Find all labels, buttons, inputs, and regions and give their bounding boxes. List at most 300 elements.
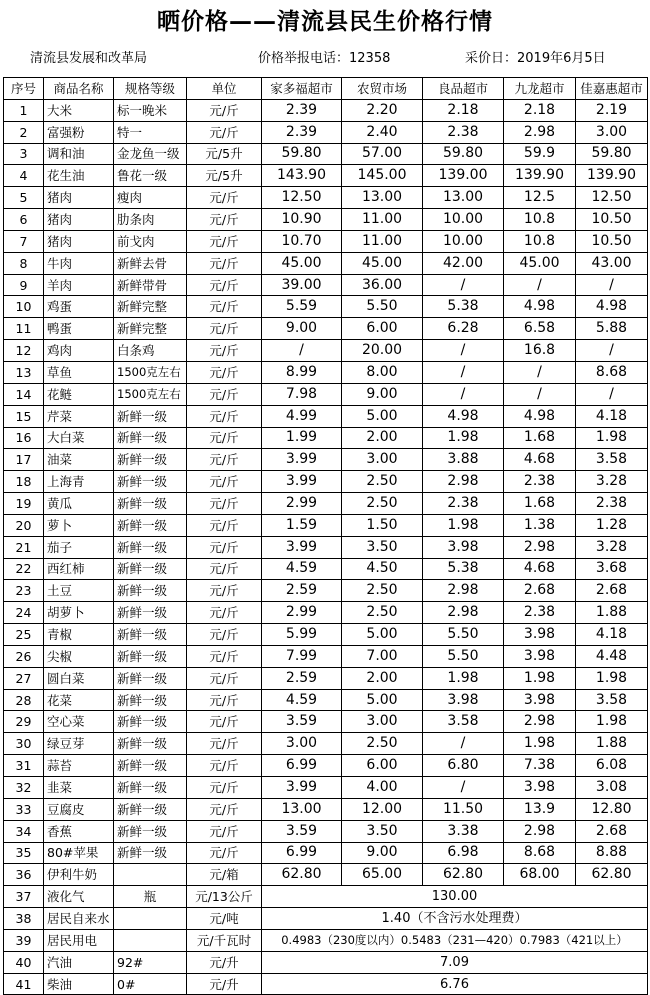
price-cell: 10.70 xyxy=(262,230,342,252)
price-cell: 59.80 xyxy=(423,143,504,165)
item-spec: 新鲜一级 xyxy=(114,405,187,427)
item-unit: 元/5升 xyxy=(187,165,262,187)
row-number: 25 xyxy=(4,624,44,646)
price-cell: 2.38 xyxy=(504,471,576,493)
table-row xyxy=(4,755,648,777)
price-cell: 4.48 xyxy=(576,645,648,667)
price-cell: 2.38 xyxy=(504,602,576,624)
item-name: 蒜苔 xyxy=(44,755,114,777)
price-cell: 10.8 xyxy=(504,209,576,231)
table-row xyxy=(4,711,648,733)
price-cell: 2.98 xyxy=(423,602,504,624)
item-spec: 新鲜去骨 xyxy=(114,252,187,274)
price-cell: 2.59 xyxy=(262,667,342,689)
price-cell: 5.00 xyxy=(342,405,423,427)
price-cell: 1.98 xyxy=(504,733,576,755)
item-unit: 元/斤 xyxy=(187,536,262,558)
price-cell: 3.98 xyxy=(423,689,504,711)
price-cell: 5.00 xyxy=(342,689,423,711)
price-cell: 10.00 xyxy=(423,209,504,231)
price-cell: 2.18 xyxy=(504,99,576,121)
price-cell: 2.00 xyxy=(342,667,423,689)
row-number: 9 xyxy=(4,274,44,296)
item-unit: 元/斤 xyxy=(187,624,262,646)
item-name: 鸡蛋 xyxy=(44,296,114,318)
price-cell: 36.00 xyxy=(342,274,423,296)
item-unit: 元/斤 xyxy=(187,602,262,624)
table-row xyxy=(4,908,648,930)
item-name: 萝卜 xyxy=(44,514,114,536)
price-cell: 13.9 xyxy=(504,798,576,820)
item-name: 柴油 xyxy=(44,973,114,995)
item-spec: 新鲜一级 xyxy=(114,427,187,449)
price-cell: 3.99 xyxy=(262,777,342,799)
item-spec: 新鲜一级 xyxy=(114,820,187,842)
item-name: 鸡肉 xyxy=(44,340,114,362)
table-row xyxy=(4,798,648,820)
row-number: 1 xyxy=(4,99,44,121)
table-row xyxy=(4,820,648,842)
item-unit: 元/斤 xyxy=(187,296,262,318)
price-cell: 6.08 xyxy=(576,755,648,777)
row-number: 5 xyxy=(4,187,44,209)
item-spec: 新鲜一级 xyxy=(114,471,187,493)
price-cell: 3.98 xyxy=(504,689,576,711)
price-cell: 7.99 xyxy=(262,645,342,667)
item-spec: 新鲜一级 xyxy=(114,493,187,515)
price-cell: 4.59 xyxy=(262,689,342,711)
price-cell: 3.98 xyxy=(504,777,576,799)
column-header: 规格等级 xyxy=(114,78,187,100)
item-name: 鸭蛋 xyxy=(44,318,114,340)
table-row xyxy=(4,864,648,886)
price-cell: 8.88 xyxy=(576,842,648,864)
price-cell: 59.80 xyxy=(262,143,342,165)
item-spec: 新鲜一级 xyxy=(114,514,187,536)
row-number: 2 xyxy=(4,121,44,143)
price-cell: 13.00 xyxy=(423,187,504,209)
item-unit: 元/斤 xyxy=(187,514,262,536)
merged-price-cell: 130.00 xyxy=(262,886,648,908)
price-cell: 11.00 xyxy=(342,209,423,231)
item-name: 伊利牛奶 xyxy=(44,864,114,886)
item-name: 芹菜 xyxy=(44,405,114,427)
price-cell: 3.58 xyxy=(576,689,648,711)
price-cell: 68.00 xyxy=(504,864,576,886)
item-name: 富强粉 xyxy=(44,121,114,143)
price-cell: 62.80 xyxy=(576,864,648,886)
price-cell: 6.99 xyxy=(262,755,342,777)
price-cell: 20.00 xyxy=(342,340,423,362)
price-cell: 4.98 xyxy=(504,296,576,318)
row-number: 19 xyxy=(4,493,44,515)
price-cell: 12.80 xyxy=(576,798,648,820)
price-cell: 5.59 xyxy=(262,296,342,318)
item-name: 羊肉 xyxy=(44,274,114,296)
price-cell: 3.98 xyxy=(504,624,576,646)
row-number: 10 xyxy=(4,296,44,318)
row-number: 3 xyxy=(4,143,44,165)
table-row xyxy=(4,602,648,624)
item-spec: 新鲜一级 xyxy=(114,777,187,799)
item-unit: 元/斤 xyxy=(187,405,262,427)
price-cell: 145.00 xyxy=(342,165,423,187)
item-name: 牛肉 xyxy=(44,252,114,274)
price-cell: 5.50 xyxy=(342,296,423,318)
price-cell: 3.68 xyxy=(576,558,648,580)
price-cell: 3.38 xyxy=(423,820,504,842)
price-cell: 45.00 xyxy=(262,252,342,274)
price-cell: 3.99 xyxy=(262,536,342,558)
table-row xyxy=(4,318,648,340)
price-cell: 2.50 xyxy=(342,733,423,755)
item-spec: 新鲜一级 xyxy=(114,536,187,558)
row-number: 14 xyxy=(4,383,44,405)
table-row xyxy=(4,645,648,667)
table-row xyxy=(4,951,648,973)
agency-name: 清流县发展和改革局 xyxy=(30,51,148,66)
price-cell: 3.99 xyxy=(262,449,342,471)
item-spec: 新鲜一级 xyxy=(114,580,187,602)
price-cell: 1.38 xyxy=(504,514,576,536)
price-cell: / xyxy=(423,274,504,296)
price-cell: 6.58 xyxy=(504,318,576,340)
item-spec: 新鲜一级 xyxy=(114,449,187,471)
item-spec xyxy=(114,908,187,930)
item-unit: 元/5升 xyxy=(187,143,262,165)
table-row xyxy=(4,230,648,252)
item-unit: 元/千瓦时 xyxy=(187,929,262,951)
price-cell: 1.68 xyxy=(504,493,576,515)
price-cell: 143.90 xyxy=(262,165,342,187)
price-cell: 16.8 xyxy=(504,340,576,362)
price-cell: 5.50 xyxy=(423,645,504,667)
row-number: 11 xyxy=(4,318,44,340)
item-unit: 元/斤 xyxy=(187,842,262,864)
page-title: 晒价格——清流县民生价格行情 xyxy=(157,9,493,35)
table-row xyxy=(4,383,648,405)
price-cell: / xyxy=(576,383,648,405)
item-spec: 1500克左右 xyxy=(114,361,187,383)
item-spec: 新鲜一级 xyxy=(114,558,187,580)
collection-date: 采价日：2019年6月5日 xyxy=(465,51,606,66)
row-number: 7 xyxy=(4,230,44,252)
row-number: 31 xyxy=(4,755,44,777)
item-name: 黄瓜 xyxy=(44,493,114,515)
price-cell: 4.59 xyxy=(262,558,342,580)
item-spec: 白条鸡 xyxy=(114,340,187,362)
item-name: 居民自来水 xyxy=(44,908,114,930)
item-unit: 元/斤 xyxy=(187,471,262,493)
item-unit: 元/斤 xyxy=(187,252,262,274)
price-cell: 13.00 xyxy=(342,187,423,209)
item-unit: 元/斤 xyxy=(187,340,262,362)
item-spec: 新鲜一级 xyxy=(114,645,187,667)
table-row xyxy=(4,99,648,121)
price-cell: 3.99 xyxy=(262,471,342,493)
row-number: 39 xyxy=(4,929,44,951)
item-unit: 元/斤 xyxy=(187,361,262,383)
table-row xyxy=(4,209,648,231)
row-number: 37 xyxy=(4,886,44,908)
table-row xyxy=(4,929,648,951)
table-row xyxy=(4,733,648,755)
price-table xyxy=(3,77,648,995)
item-spec: 特一 xyxy=(114,121,187,143)
price-cell: 1.28 xyxy=(576,514,648,536)
price-cell: 3.28 xyxy=(576,471,648,493)
item-name: 猪肉 xyxy=(44,209,114,231)
item-spec: 前戈肉 xyxy=(114,230,187,252)
item-spec: 1500克左右 xyxy=(114,383,187,405)
item-unit: 元/斤 xyxy=(187,318,262,340)
price-cell: 1.88 xyxy=(576,602,648,624)
price-cell: 5.38 xyxy=(423,296,504,318)
price-cell: 4.68 xyxy=(504,558,576,580)
price-cell: 4.98 xyxy=(576,296,648,318)
row-number: 28 xyxy=(4,689,44,711)
row-number: 12 xyxy=(4,340,44,362)
price-cell: 2.39 xyxy=(262,121,342,143)
price-cell: 139.90 xyxy=(576,165,648,187)
item-spec: 新鲜一级 xyxy=(114,667,187,689)
price-cell: 59.9 xyxy=(504,143,576,165)
price-cell: 2.38 xyxy=(423,121,504,143)
item-unit: 元/箱 xyxy=(187,864,262,886)
price-cell: 2.98 xyxy=(504,711,576,733)
price-cell: 5.88 xyxy=(576,318,648,340)
price-cell: 39.00 xyxy=(262,274,342,296)
item-name: 圆白菜 xyxy=(44,667,114,689)
row-number: 38 xyxy=(4,908,44,930)
row-number: 22 xyxy=(4,558,44,580)
price-cell: / xyxy=(262,340,342,362)
column-header: 农贸市场 xyxy=(342,78,423,100)
price-cell: 2.38 xyxy=(576,493,648,515)
item-spec xyxy=(114,929,187,951)
price-cell: 4.99 xyxy=(262,405,342,427)
price-cell: / xyxy=(423,383,504,405)
price-cell: 2.50 xyxy=(342,580,423,602)
price-cell: / xyxy=(423,361,504,383)
table-header xyxy=(4,78,648,100)
price-cell: 9.00 xyxy=(342,842,423,864)
item-unit: 元/斤 xyxy=(187,187,262,209)
price-cell: 65.00 xyxy=(342,864,423,886)
price-cell: 1.98 xyxy=(504,667,576,689)
item-unit: 元/斤 xyxy=(187,383,262,405)
column-header: 良品超市 xyxy=(423,78,504,100)
item-name: 西红柿 xyxy=(44,558,114,580)
item-spec: 新鲜一级 xyxy=(114,602,187,624)
row-number: 4 xyxy=(4,165,44,187)
price-cell: 10.00 xyxy=(423,230,504,252)
row-number: 35 xyxy=(4,842,44,864)
item-unit: 元/斤 xyxy=(187,711,262,733)
item-spec: 新鲜一级 xyxy=(114,689,187,711)
item-spec: 新鲜一级 xyxy=(114,711,187,733)
price-cell: 45.00 xyxy=(342,252,423,274)
price-cell: 1.98 xyxy=(423,667,504,689)
row-number: 20 xyxy=(4,514,44,536)
item-name: 土豆 xyxy=(44,580,114,602)
price-cell: 7.38 xyxy=(504,755,576,777)
item-name: 上海青 xyxy=(44,471,114,493)
price-cell: 45.00 xyxy=(504,252,576,274)
price-cell: 2.98 xyxy=(504,121,576,143)
item-name: 韭菜 xyxy=(44,777,114,799)
price-cell: 139.00 xyxy=(423,165,504,187)
item-unit: 元/斤 xyxy=(187,667,262,689)
price-cell: 2.19 xyxy=(576,99,648,121)
item-spec: 金龙鱼一级 xyxy=(114,143,187,165)
price-cell: 2.50 xyxy=(342,493,423,515)
item-name: 大白菜 xyxy=(44,427,114,449)
price-cell: 5.00 xyxy=(342,624,423,646)
item-name: 尖椒 xyxy=(44,645,114,667)
item-unit: 元/斤 xyxy=(187,99,262,121)
column-header: 家多福超市 xyxy=(262,78,342,100)
row-number: 8 xyxy=(4,252,44,274)
item-spec: 新鲜完整 xyxy=(114,296,187,318)
table-row xyxy=(4,842,648,864)
price-hotline: 价格举报电话：12358 xyxy=(258,51,391,66)
price-cell: 6.98 xyxy=(423,842,504,864)
item-name: 居民用电 xyxy=(44,929,114,951)
item-unit: 元/斤 xyxy=(187,449,262,471)
price-cell: 2.98 xyxy=(504,820,576,842)
price-cell: 1.88 xyxy=(576,733,648,755)
price-cell: 2.68 xyxy=(576,580,648,602)
price-cell: 12.00 xyxy=(342,798,423,820)
table-row xyxy=(4,143,648,165)
price-cell: / xyxy=(504,383,576,405)
price-cell: 8.99 xyxy=(262,361,342,383)
price-cell: 3.00 xyxy=(342,449,423,471)
price-cell: 8.68 xyxy=(504,842,576,864)
item-spec: 新鲜完整 xyxy=(114,318,187,340)
item-spec: 新鲜一级 xyxy=(114,842,187,864)
item-name: 花鲢 xyxy=(44,383,114,405)
column-header: 佳嘉惠超市 xyxy=(576,78,648,100)
item-unit: 元/斤 xyxy=(187,777,262,799)
price-cell: 2.98 xyxy=(504,536,576,558)
merged-price-cell: 6.76 xyxy=(262,973,648,995)
price-cell: / xyxy=(423,733,504,755)
price-cell: 43.00 xyxy=(576,252,648,274)
row-number: 18 xyxy=(4,471,44,493)
price-cell: 2.38 xyxy=(423,493,504,515)
row-number: 24 xyxy=(4,602,44,624)
item-unit: 元/斤 xyxy=(187,689,262,711)
merged-price-cell: 0.4983（230度以内）0.5483（231—420）0.7983（421以上） xyxy=(262,929,648,951)
price-cell: 10.50 xyxy=(576,209,648,231)
row-number: 33 xyxy=(4,798,44,820)
price-cell: 2.98 xyxy=(423,580,504,602)
price-cell: / xyxy=(576,274,648,296)
price-cell: 3.00 xyxy=(342,711,423,733)
price-cell: 6.99 xyxy=(262,842,342,864)
table-row xyxy=(4,252,648,274)
table-row xyxy=(4,471,648,493)
table-row xyxy=(4,449,648,471)
price-cell: 13.00 xyxy=(262,798,342,820)
price-cell: 10.50 xyxy=(576,230,648,252)
price-cell: 3.00 xyxy=(262,733,342,755)
price-cell: 9.00 xyxy=(262,318,342,340)
price-cell: 3.58 xyxy=(576,449,648,471)
price-cell: 7.00 xyxy=(342,645,423,667)
item-name: 香蕉 xyxy=(44,820,114,842)
table-row xyxy=(4,296,648,318)
price-cell: 4.18 xyxy=(576,624,648,646)
item-name: 猪肉 xyxy=(44,187,114,209)
item-unit: 元/斤 xyxy=(187,558,262,580)
row-number: 26 xyxy=(4,645,44,667)
price-cell: 3.98 xyxy=(504,645,576,667)
item-name: 调和油 xyxy=(44,143,114,165)
price-cell: 10.90 xyxy=(262,209,342,231)
row-number: 40 xyxy=(4,951,44,973)
row-number: 41 xyxy=(4,973,44,995)
price-cell: 8.68 xyxy=(576,361,648,383)
table-row xyxy=(4,536,648,558)
price-cell: 59.80 xyxy=(576,143,648,165)
item-unit: 元/斤 xyxy=(187,733,262,755)
price-cell: 2.68 xyxy=(504,580,576,602)
item-unit: 元/斤 xyxy=(187,230,262,252)
price-cell: 5.38 xyxy=(423,558,504,580)
item-name: 猪肉 xyxy=(44,230,114,252)
row-number: 16 xyxy=(4,427,44,449)
price-cell: 62.80 xyxy=(262,864,342,886)
item-spec: 瓶 xyxy=(114,886,187,908)
price-cell: 2.99 xyxy=(262,493,342,515)
table-row xyxy=(4,340,648,362)
price-cell: 1.50 xyxy=(342,514,423,536)
price-cell: 2.18 xyxy=(423,99,504,121)
item-spec xyxy=(114,864,187,886)
price-cell: 7.98 xyxy=(262,383,342,405)
price-cell: 1.59 xyxy=(262,514,342,536)
price-cell: 6.80 xyxy=(423,755,504,777)
table-row xyxy=(4,580,648,602)
price-cell: 10.8 xyxy=(504,230,576,252)
item-spec: 0# xyxy=(114,973,187,995)
item-unit: 元/斤 xyxy=(187,645,262,667)
price-cell: 1.98 xyxy=(576,427,648,449)
item-name: 花菜 xyxy=(44,689,114,711)
merged-price-cell: 7.09 xyxy=(262,951,648,973)
price-cell: 2.98 xyxy=(423,471,504,493)
price-cell: 6.00 xyxy=(342,755,423,777)
price-cell: 3.50 xyxy=(342,536,423,558)
table-row xyxy=(4,624,648,646)
item-unit: 元/斤 xyxy=(187,798,262,820)
price-cell: 3.59 xyxy=(262,820,342,842)
item-spec: 肋条肉 xyxy=(114,209,187,231)
price-cell: 4.98 xyxy=(504,405,576,427)
table-body xyxy=(4,99,648,995)
price-cell: 1.99 xyxy=(262,427,342,449)
price-cell: 2.20 xyxy=(342,99,423,121)
item-spec: 新鲜一级 xyxy=(114,798,187,820)
price-cell: 5.50 xyxy=(423,624,504,646)
item-name: 80#苹果 xyxy=(44,842,114,864)
row-number: 17 xyxy=(4,449,44,471)
price-cell: / xyxy=(504,361,576,383)
row-number: 29 xyxy=(4,711,44,733)
